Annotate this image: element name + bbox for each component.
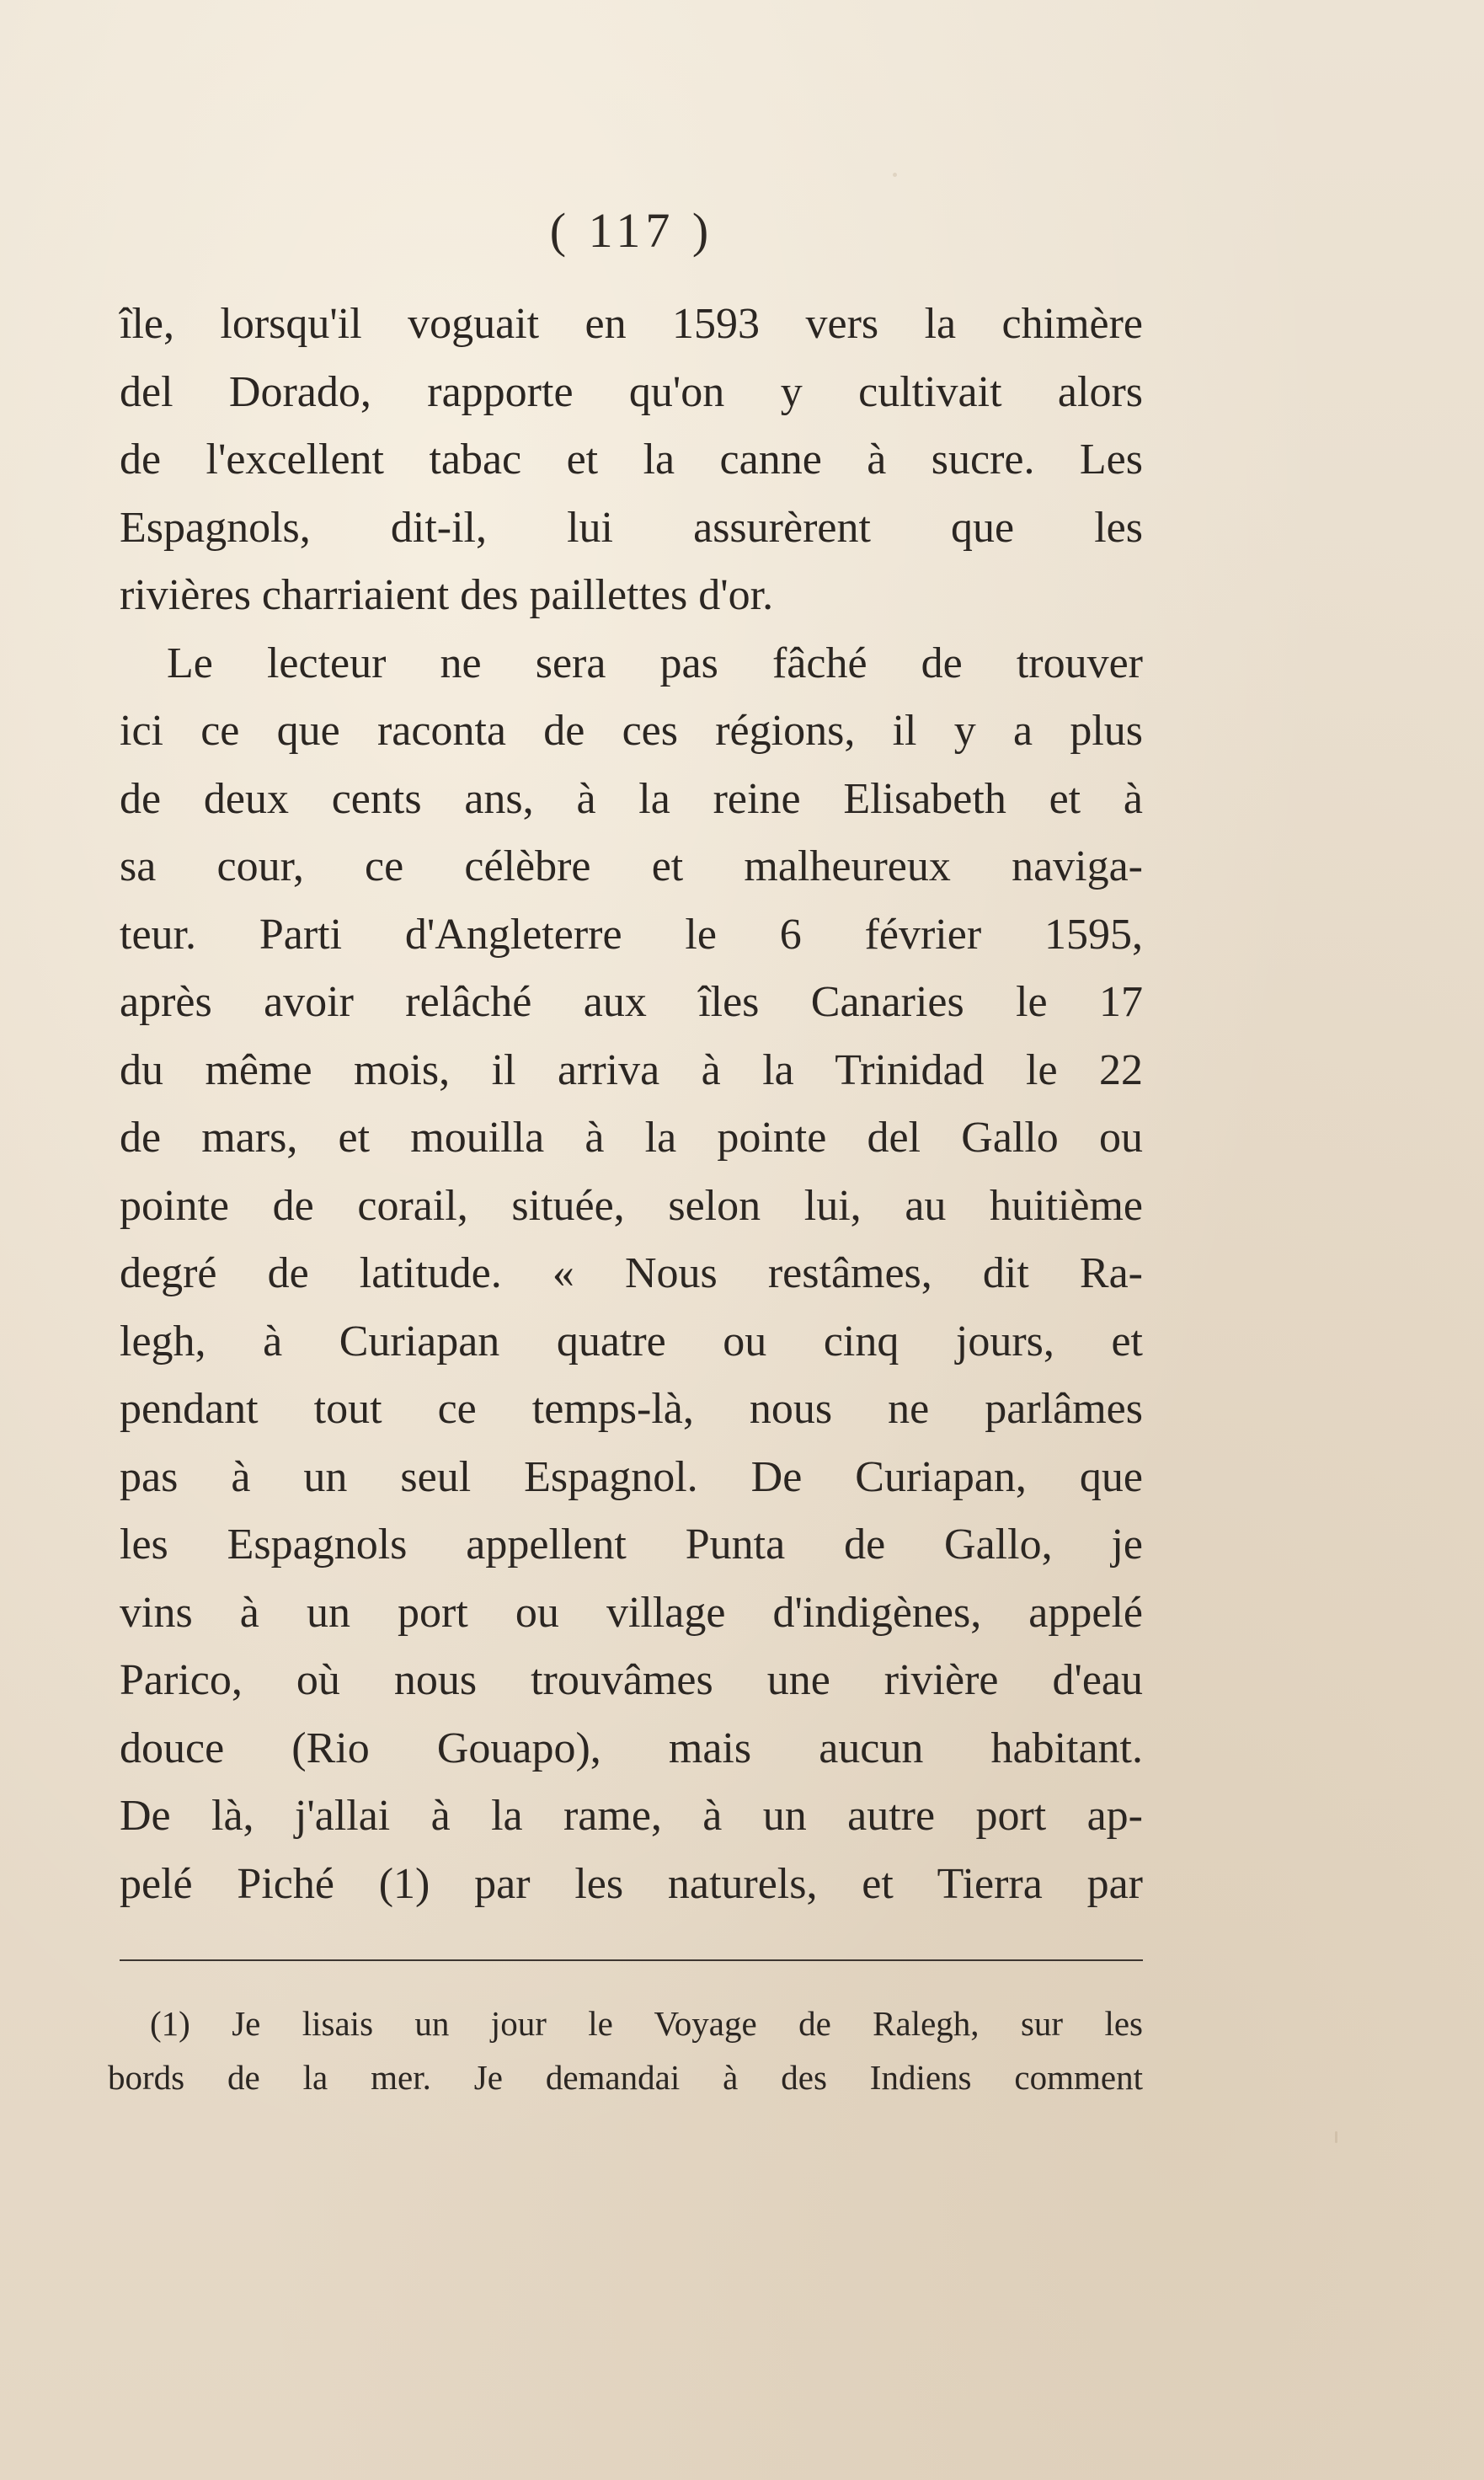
text-line: ici ce que raconta de ces régions, il y a plus [120,707,1143,755]
text-line: pointe de corail, située, selon lui, au huitième [120,1181,1143,1230]
text-line: Parico, où nous trouvâmes une rivière d'eau [120,1656,1143,1704]
text-line: teur. Parti d'Angleterre le 6 février 1595, [120,910,1143,959]
paper-stain [1335,2131,1337,2143]
text-line: degré de latitude. « Nous restâmes, dit Ra- [120,1249,1143,1297]
text-line: de deux cents ans, à la reine Elisabeth et à [120,774,1143,823]
text-line: De là, j'allai à la rame, à un autre port ap- [120,1792,1143,1840]
text-line: après avoir relâché aux îles Canaries le 17 [120,978,1143,1026]
text-line: vins à un port ou village d'indigènes, appelé [120,1588,1143,1637]
paper-stain [893,173,897,177]
main-text [120,291,1143,1918]
footnote-line: (1) Je lisais un jour le Voyage de Ralegh, sur les [150,2004,1143,2043]
text-line: legh, à Curiapan quatre ou cinq jours, et [120,1317,1143,1366]
text-line: pendant tout ce temps-là, nous ne parlâmes [120,1385,1143,1433]
text-line: de mars, et mouilla à la pointe del Gallo ou [120,1114,1143,1162]
footnote [108,1996,1143,2104]
text-line: Le lecteur ne sera pas fâché de trouver [167,639,1143,687]
text-line: pelé Piché (1) par les naturels, et Tierra par [120,1859,1143,1908]
text-line: rivières charriaient des paillettes d'or. [120,571,774,619]
footnote-line: bords de la mer. Je demandai à des Indiens comment [108,2058,1143,2097]
text-line: douce (Rio Gouapo), mais aucun habitant. [120,1724,1143,1772]
text-line: île, lorsqu'il voguait en 1593 vers la chimère [120,300,1143,348]
text-line: pas à un seul Espagnol. De Curiapan, que [120,1452,1143,1501]
text-line: les Espagnols appellent Punta de Gallo, je [120,1521,1143,1569]
text-line: Espagnols, dit-il, lui assurèrent que les [120,503,1143,552]
text-line: du même mois, il arriva à la Trinidad le 22 [120,1045,1143,1094]
text-line: del Dorado, rapporte qu'on y cultivait alors [120,367,1143,416]
footnote-divider [120,1959,1143,1961]
page-number: ( 117 ) [549,203,714,258]
text-line: sa cour, ce célèbre et malheureux naviga- [120,842,1143,890]
text-line: de l'excellent tabac et la canne à sucre. Les [120,436,1143,484]
